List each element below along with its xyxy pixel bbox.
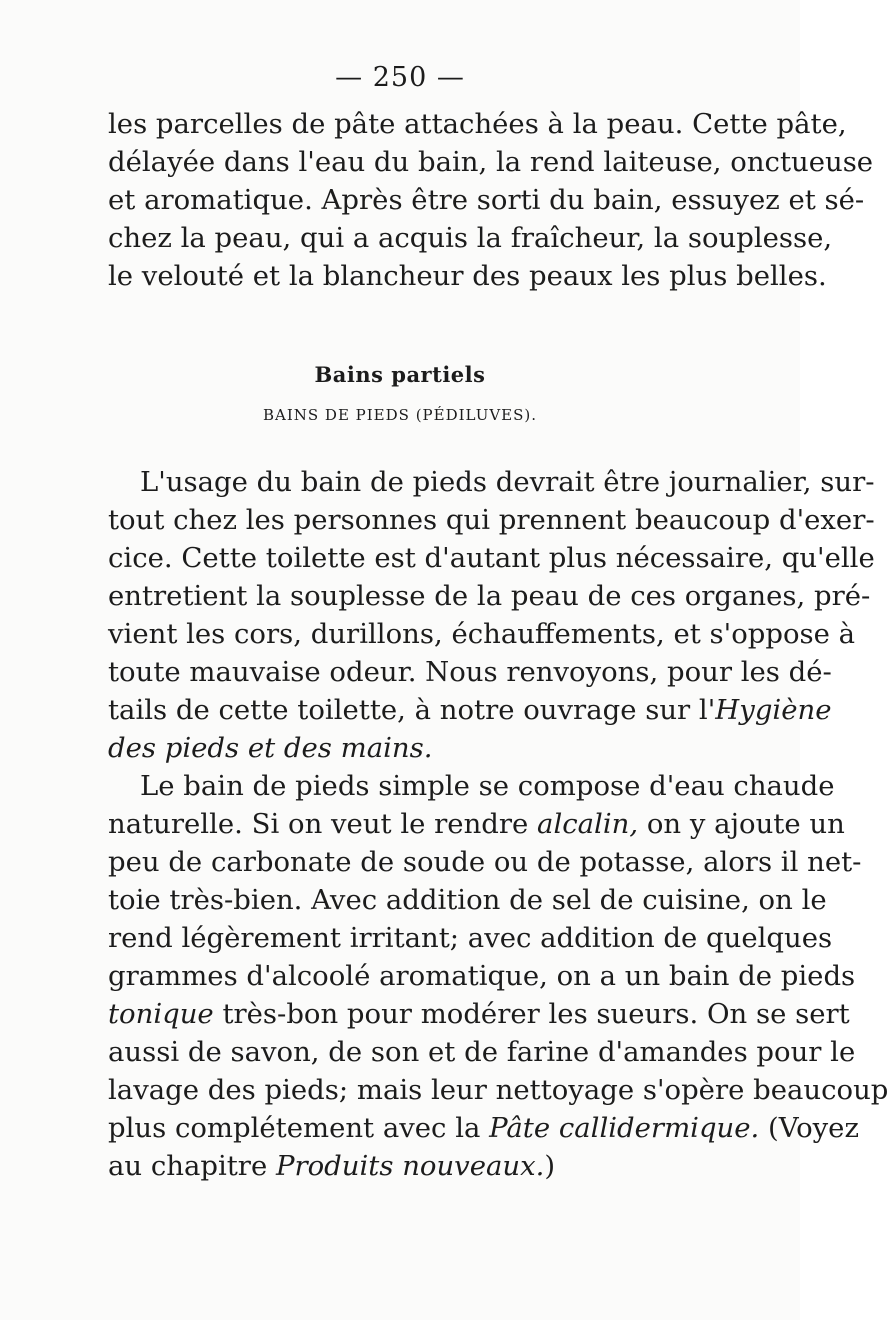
paragraph-3-line-7 [108,995,850,1033]
paragraph-3-line-3: peu de carbonate de soude ou de potasse, alors il net- [108,846,862,878]
paragraph-2-line-7 [108,691,832,729]
paragraph-3-line-1: Le bain de pieds simple se compose d'eau chaude [140,770,835,802]
paragraph-2-line-7-text: tails de cette toilette, à notre ouvrage sur l' [108,694,716,726]
paragraph-3-line-10-end: (Voyez [759,1112,859,1144]
paragraph-3-line-11-start: au chapitre [108,1150,276,1182]
paragraph-3-line-11 [108,1147,732,1185]
tonique-italic: tonique [108,998,214,1030]
paragraph-1-line-3: et aromatique. Après être sorti du bain, essuyez et sé- [108,184,865,216]
section-heading: Bains partiels [314,362,486,387]
paragraph-3-line-10-start: plus complétement avec la [108,1112,490,1144]
page-number: — 250 — [335,62,465,93]
paragraph-3-line-6: grammes d'alcoolé aromatique, on a un bain de pieds [108,960,856,992]
paragraph-2-line-6: toute mauvaise odeur. Nous renvoyons, pour les dé- [108,656,832,688]
paragraph-3-line-2-end: on y ajoute un [638,808,845,840]
paragraph-3-line-10 [108,1109,859,1147]
paragraph-3-line-2-start: naturelle. Si on veut le rendre [108,808,538,840]
section-subheading: BAINS DE PIEDS (PÉDILUVES). [262,406,538,424]
paragraph-2-line-8 [108,729,732,767]
paragraph-1-line-1: les parcelles de pâte attachées à la peau. Cette pâte, [108,108,847,140]
paragraph-2-line-1: L'usage du bain de pieds devrait être journalier, sur- [140,466,875,498]
produits-nouveaux-italic: Produits nouveaux. [275,1150,545,1182]
paragraph-2-line-4: entretient la souplesse de la peau de ces organes, pré- [108,580,871,612]
paragraph-1-line-5: le velouté et la blancheur des peaux les plus belles. [108,260,827,292]
paragraph-3-line-7-end: très-bon pour modérer les sueurs. On se sert [213,998,850,1030]
paragraph-3-line-11-end: ) [544,1150,556,1182]
paragraph-2-line-5: vient les cors, durillons, échauffements, et s'oppose à [108,618,856,650]
paragraph-3-line-5: rend légèrement irritant; avec addition de quelques [108,922,833,954]
paragraph-2-line-3: cice. Cette toilette est d'autant plus nécessaire, qu'elle [108,542,875,574]
alcalin-italic: alcalin, [537,808,639,840]
paragraph-3-line-8: aussi de savon, de son et de farine d'amandes pour le [108,1036,856,1068]
paragraph-3-line-4: toie très-bien. Avec addition de sel de cuisine, on le [108,884,827,916]
paragraph-3-line-2 [108,805,845,843]
book-title-italic-continued: des pieds et des mains. [108,732,433,764]
paragraph-1-line-4: chez la peau, qui a acquis la fraîcheur, la souplesse, [108,222,833,254]
paragraph-1-line-2: délayée dans l'eau du bain, la rend laiteuse, onctueuse [108,146,874,178]
pate-callidermique-italic: Pâte callidermique. [489,1112,760,1144]
book-title-italic: Hygiène [715,694,832,726]
paragraph-3-line-9: lavage des pieds; mais leur nettoyage s'opère beaucoup [108,1074,888,1106]
paragraph-2-line-2: tout chez les personnes qui prennent beaucoup d'exer- [108,504,875,536]
